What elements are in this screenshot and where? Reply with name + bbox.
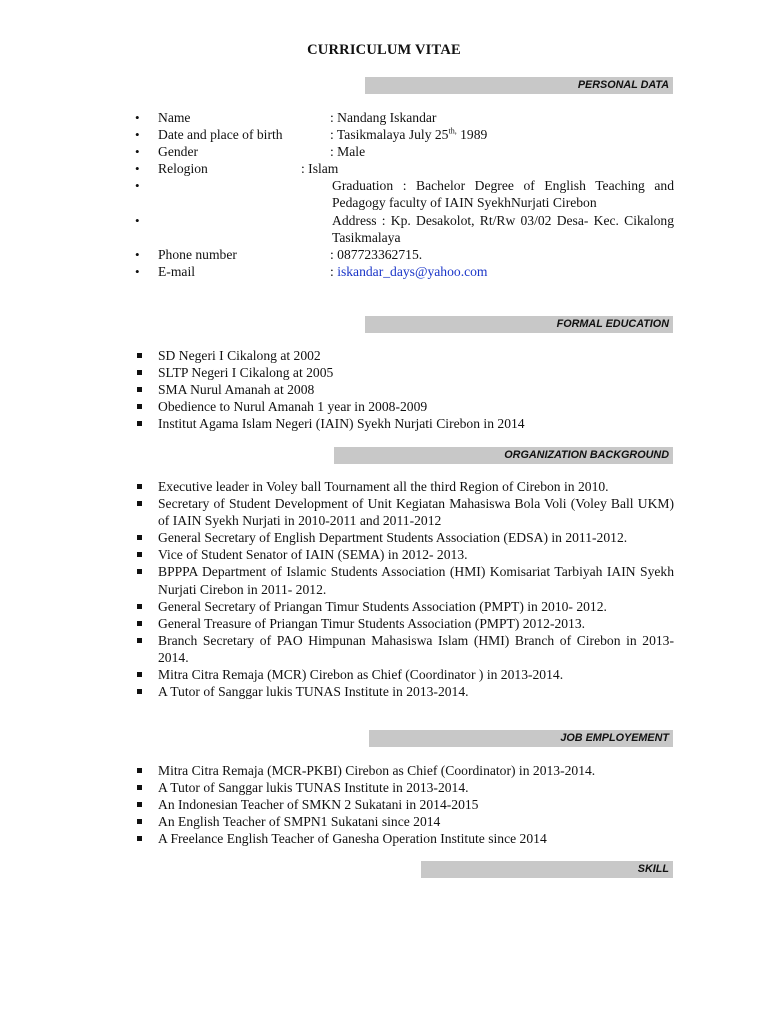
- section-header-organization-background: ORGANIZATION BACKGROUND: [334, 447, 673, 464]
- email-link[interactable]: iskandar_days@yahoo.com: [337, 263, 488, 279]
- organization-item: A Tutor of Sanggar lukis TUNAS Institute in 2013-2014.: [132, 683, 674, 700]
- personal-religion-row: [132, 160, 674, 177]
- education-item: SMA Nurul Amanah at 2008: [132, 381, 674, 398]
- personal-gender-row: [132, 143, 674, 160]
- job-item: A Tutor of Sanggar lukis TUNAS Institute in 2013-2014.: [132, 779, 674, 796]
- education-item: SLTP Negeri I Cikalong at 2005: [132, 364, 674, 381]
- organization-item: General Secretary of Priangan Timur Students Association (PMPT) in 2010- 2012.: [132, 598, 674, 615]
- phone-value: : 087723362715.: [330, 246, 423, 262]
- personal-phone-row: [132, 246, 674, 263]
- organization-item: Branch Secretary of PAO Himpunan Mahasiswa Islam (HMI) Branch of Cirebon in 2013- 2014.: [132, 632, 674, 666]
- birth-year: 1989: [456, 127, 488, 143]
- organization-item: General Secretary of English Department Students Association (EDSA) in 2011-2012.: [132, 529, 674, 546]
- section-header-formal-education: FORMAL EDUCATION: [365, 316, 673, 333]
- birth-label: Date and place of birth: [158, 127, 283, 143]
- address-text: • Address : Kp. Desakolot, Rt/Rw 03/02 Desa- Kec. Cikalong Tasikmalaya: [332, 212, 674, 245]
- organization-item: General Treasure of Priangan Timur Students Association (PMPT) 2012-2013.: [132, 615, 674, 632]
- document-title: CURRICULUM VITAE: [307, 42, 461, 58]
- section-header-skill: SKILL: [421, 861, 673, 878]
- education-list: [132, 347, 674, 432]
- phone-label: Phone number: [158, 246, 237, 262]
- job-item: A Freelance English Teacher of Ganesha Operation Institute since 2014: [132, 830, 674, 847]
- section-header-job-employment: JOB EMPLOYEMENT: [369, 730, 673, 747]
- religion-value: : Islam: [301, 161, 339, 177]
- job-item: An Indonesian Teacher of SMKN 2 Sukatani in 2014-2015: [132, 796, 674, 813]
- religion-label: Relogion: [158, 161, 208, 177]
- email-label: E-mail: [158, 263, 195, 279]
- personal-email-row: [132, 263, 674, 280]
- education-item: Obedience to Nurul Amanah 1 year in 2008-2009: [132, 398, 674, 415]
- gender-label: Gender: [158, 144, 199, 160]
- birth-superscript: th,: [448, 126, 457, 136]
- personal-birth-row: [132, 126, 674, 143]
- education-item: Institut Agama Islam Negeri (IAIN) Syekh Nurjati Cirebon in 2014: [132, 415, 674, 432]
- organization-item: Secretary of Student Development of Unit Kegiatan Mahasiswa Bola Voli (Voley Ball UKM) of IAIN Syekh Nurjati in 2010-2011 and 2011-2012: [132, 495, 674, 529]
- organization-item: Executive leader in Voley ball Tournament all the third Region of Cirebon in 2010.: [132, 478, 674, 495]
- email-colon: :: [330, 263, 338, 279]
- graduation-text: • Graduation : Bachelor Degree of English Teaching and Pedagogy faculty of IAIN SyekhNurjati Cirebon: [332, 178, 674, 211]
- job-item: An English Teacher of SMPN1 Sukatani since 2014: [132, 813, 674, 830]
- organization-item: BPPPA Department of Islamic Students Association (HMI) Komisariat Tarbiyah IAIN Syekh Nurjati Cirebon in 2011- 2012.: [132, 563, 674, 597]
- name-value: : Nandang Iskandar: [330, 110, 437, 125]
- personal-graduation-row: [132, 177, 674, 211]
- name-label: Name: [158, 110, 191, 125]
- education-item: SD Negeri I Cikalong at 2002: [132, 347, 674, 364]
- personal-name-row: [132, 109, 674, 126]
- gender-value: : Male: [330, 144, 366, 160]
- personal-data-list: [132, 109, 674, 280]
- job-list: [132, 762, 674, 847]
- organization-item: Mitra Citra Remaja (MCR) Cirebon as Chief (Coordinator ) in 2013-2014.: [132, 666, 674, 683]
- organization-list: [132, 478, 674, 700]
- section-header-personal-data: PERSONAL DATA: [365, 77, 673, 94]
- personal-address-row: [132, 212, 674, 246]
- job-item: Mitra Citra Remaja (MCR-PKBI) Cirebon as Chief (Coordinator) in 2013-2014.: [132, 762, 674, 779]
- birth-value: : Tasikmalaya July 25: [330, 127, 449, 143]
- organization-item: Vice of Student Senator of IAIN (SEMA) in 2012- 2013.: [132, 546, 674, 563]
